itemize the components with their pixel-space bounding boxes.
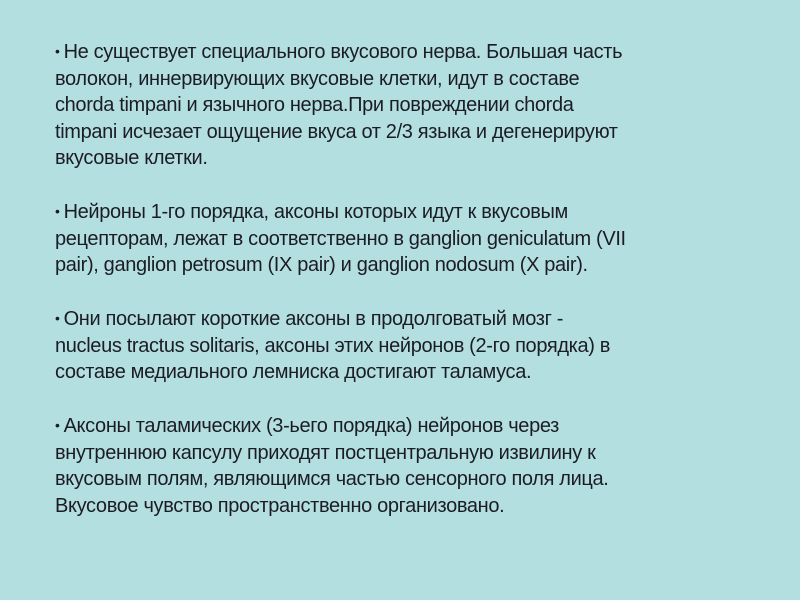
paragraph-line: Вкусовое чувство пространственно организовано. <box>55 494 505 517</box>
paragraph-line: chorda timpani и язычного нерва.При повреждении chorda <box>55 94 574 116</box>
paragraph-line: • Они посылают короткие аксоны в продолговатый мозг - <box>55 308 564 330</box>
paragraph-line: вкусовым полям, являющимся частью сенсорного поля лица. <box>55 468 609 490</box>
paragraph-line: • Нейроны 1-го порядка, аксоны которых идут к вкусовым <box>55 201 568 223</box>
paragraph-line: pair), ganglion petrosum (IX pair) и ganglion nodosum (X pair). <box>55 254 588 276</box>
paragraph-line: timpani исчезает ощущение вкуса от 2/3 языка и дегенерируют <box>55 120 618 143</box>
bullet-icon: • <box>55 43 60 59</box>
bullet-icon: • <box>55 203 60 219</box>
paragraph-line: nucleus tractus solitaris, аксоны этих нейронов (2-го порядка) в <box>55 334 611 357</box>
paragraph-2 <box>55 198 755 279</box>
bullet-icon: • <box>55 417 60 433</box>
paragraph-3 <box>55 305 755 386</box>
paragraph-line: рецепторам, лежат в соответственно в ganglion geniculatum (VII <box>55 227 626 250</box>
paragraph-4 <box>55 412 755 519</box>
paragraph-line: • Не существует специального вкусового нерва. Большая часть <box>55 41 623 63</box>
paragraph-line: вкусовые клетки. <box>55 147 208 169</box>
paragraph-line: волокон, иннервирующих вкусовые клетки, идут в составе <box>55 67 580 90</box>
paragraph-1 <box>55 38 755 172</box>
slide-body <box>55 38 755 546</box>
paragraph-line: составе медиального лемниска достигают таламуса. <box>55 361 532 383</box>
paragraph-line: внутреннюю капсулу приходят постцентральную извилину к <box>55 441 596 464</box>
paragraph-line: • Аксоны таламических (3-ьего порядка) нейронов через <box>55 415 560 437</box>
bullet-icon: • <box>55 310 60 326</box>
